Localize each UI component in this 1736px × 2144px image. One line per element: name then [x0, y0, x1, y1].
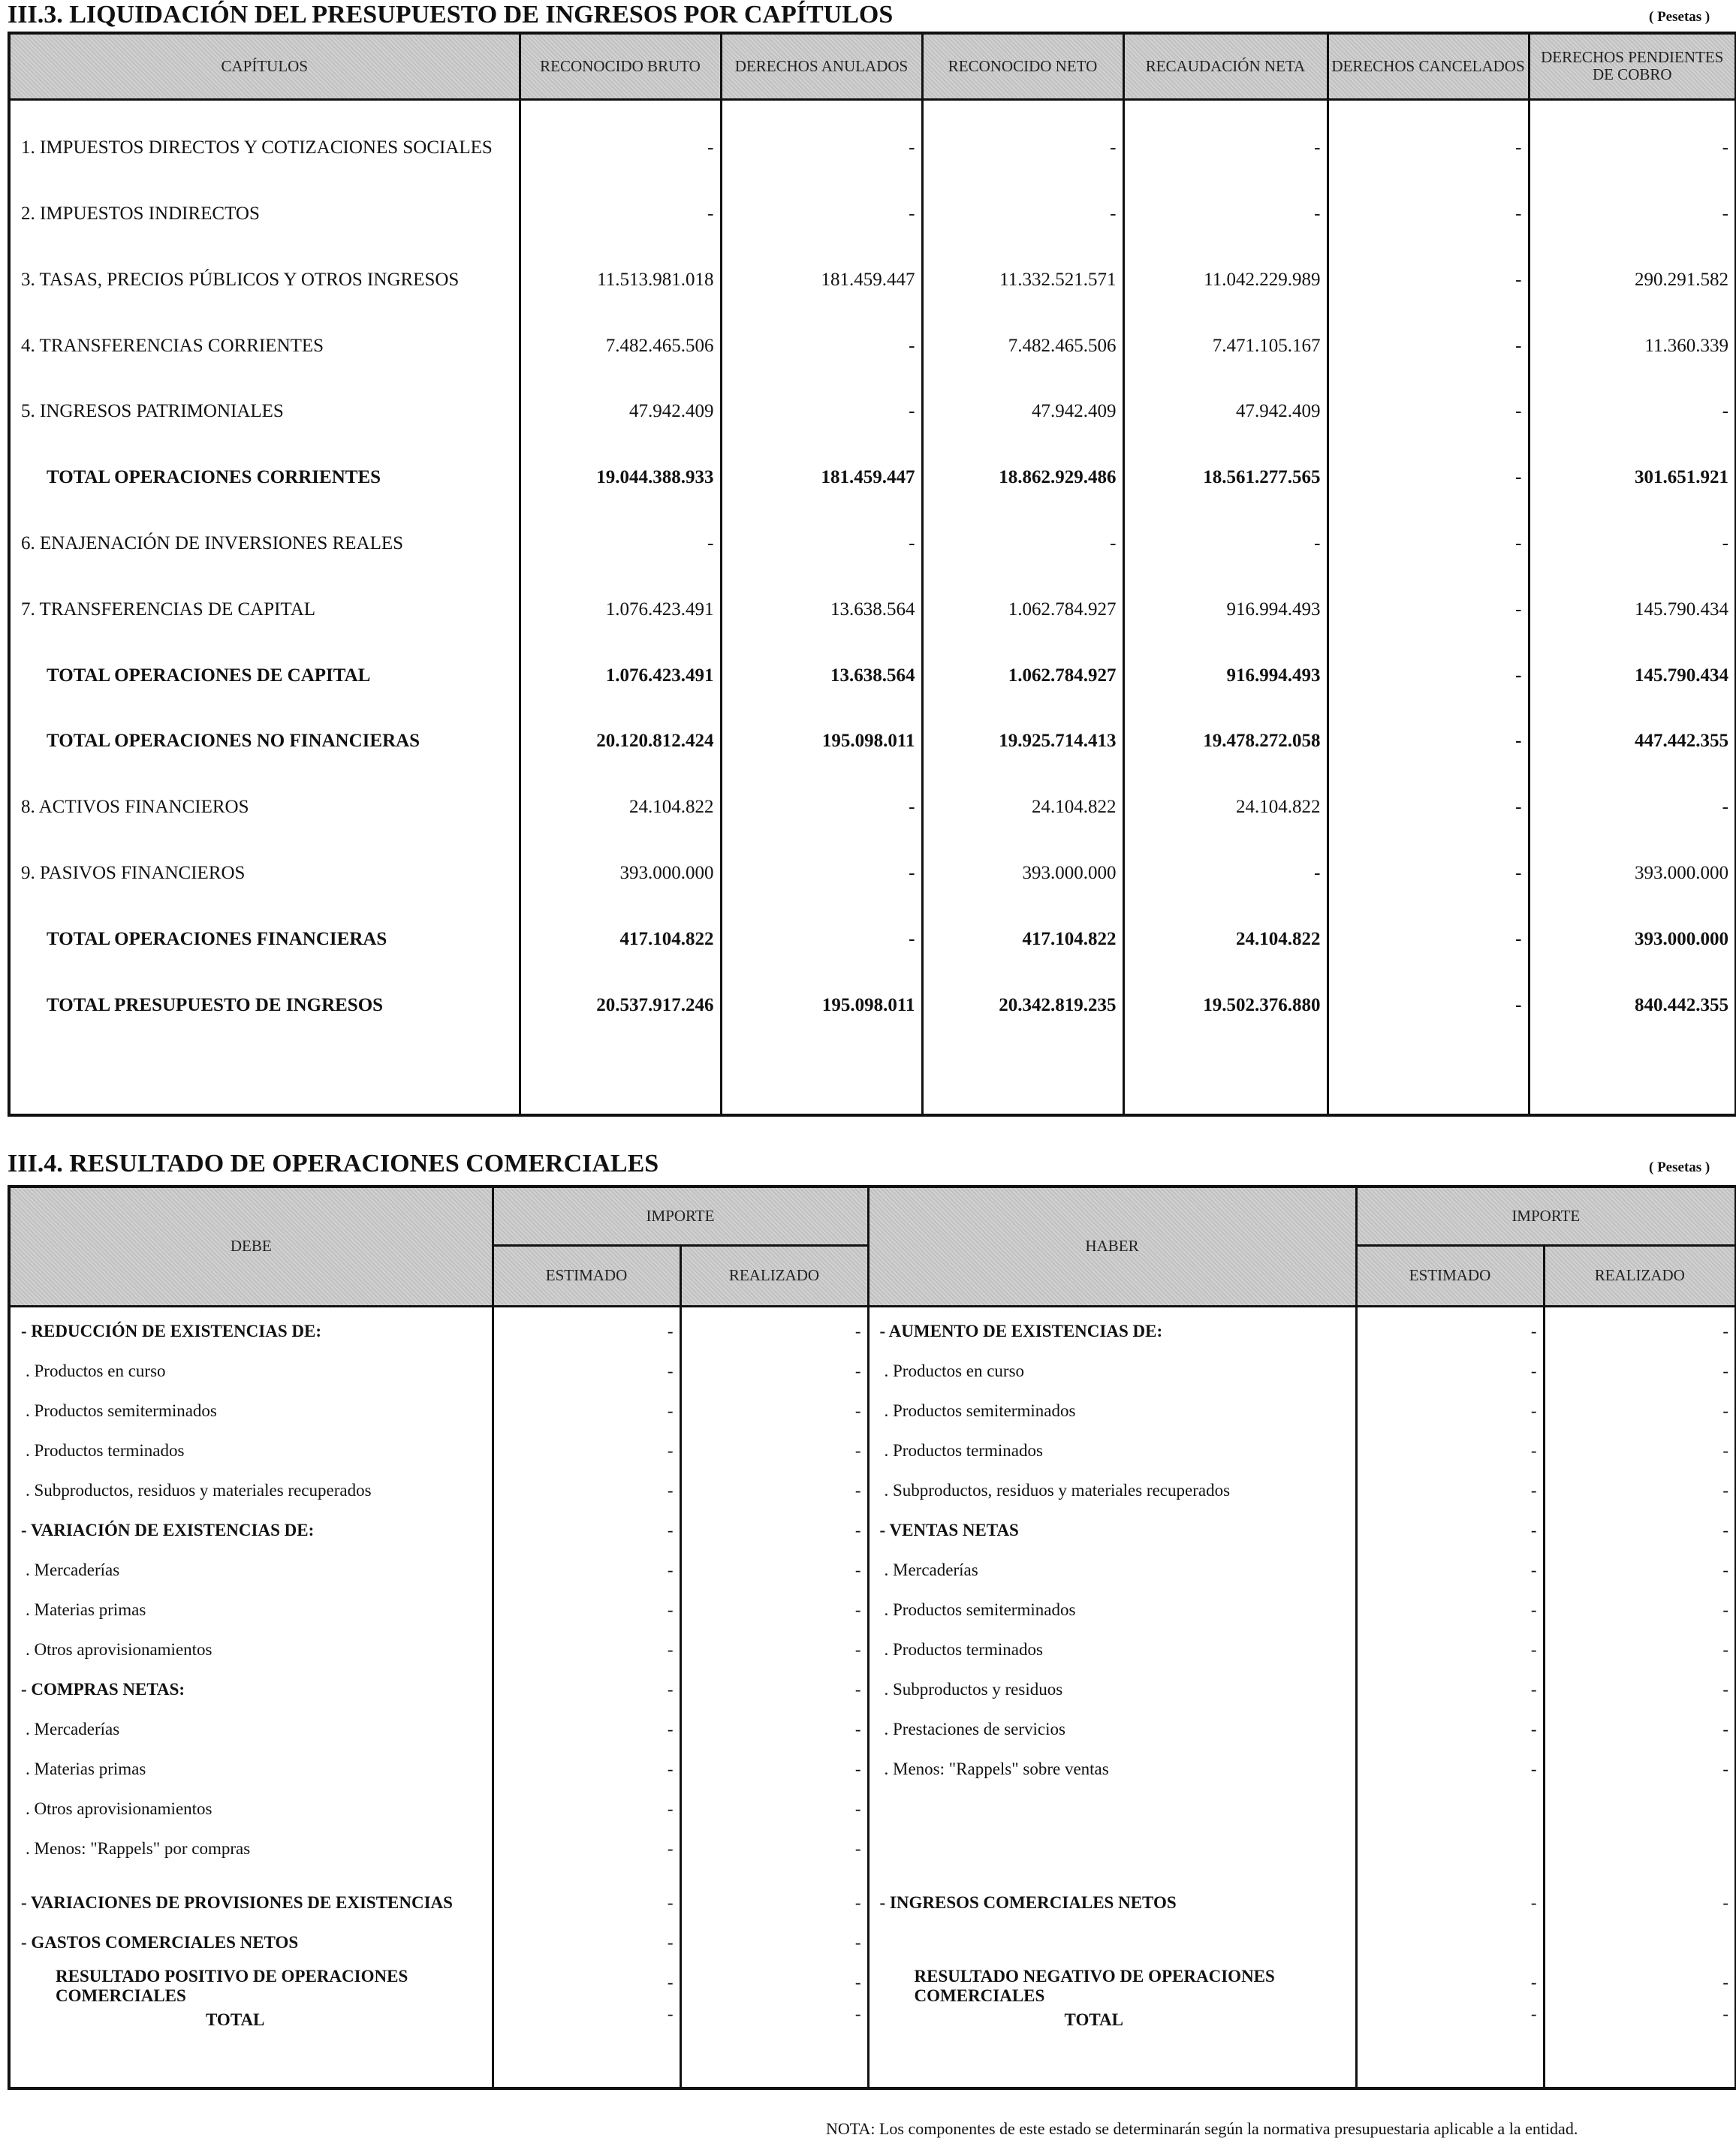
value-cell: 393.000.000 — [1529, 891, 1736, 957]
haber-label: - INGRESOS COMERCIALES NETOS — [868, 1863, 1356, 1917]
table-row — [9, 166, 1736, 232]
value-cell: - — [922, 99, 1123, 166]
header-estimado-haber: ESTIMADO — [1356, 1245, 1544, 1306]
debe-estimado: - — [493, 1465, 680, 1505]
value-cell: - — [721, 298, 922, 364]
value-cell: - — [1529, 759, 1736, 825]
row-label: TOTAL OPERACIONES CORRIENTES — [9, 430, 520, 496]
haber-estimado: - — [1356, 1863, 1544, 1917]
result-row — [9, 1957, 1736, 2043]
haber-realizado: - — [1544, 1425, 1736, 1465]
debe-estimado: - — [493, 1306, 680, 1346]
debe-estimado: - — [493, 1664, 680, 1704]
value-cell: 145.790.434 — [1529, 628, 1736, 694]
value-cell: - — [1529, 496, 1736, 562]
value-cell: 13.638.564 — [721, 562, 922, 628]
debe-realizado: - — [680, 1744, 868, 1784]
debe-total-label: TOTAL — [206, 2010, 265, 2029]
haber-label: . Menos: "Rappels" sobre ventas — [868, 1744, 1356, 1784]
value-cell: - — [922, 166, 1123, 232]
row-label: 6. ENAJENACIÓN DE INVERSIONES REALES — [9, 496, 520, 562]
row-label: 9. PASIVOS FINANCIEROS — [9, 825, 520, 891]
value-cell: 11.042.229.989 — [1123, 232, 1328, 298]
header-derechos-anulados: DERECHOS ANULADOS — [721, 33, 922, 99]
value-cell: - — [721, 825, 922, 891]
section1-unit: ( Pesetas ) — [1649, 9, 1710, 25]
haber-estimado: - — [1356, 1624, 1544, 1664]
income-budget-table — [8, 32, 1736, 1117]
value-cell: - — [1123, 166, 1328, 232]
value-cell: 417.104.822 — [520, 891, 721, 957]
haber-estimado — [1356, 1917, 1544, 1957]
haber-realizado: - — [1544, 1306, 1736, 1346]
header-importe-debe: IMPORTE — [493, 1187, 868, 1245]
value-cell: 1.076.423.491 — [520, 628, 721, 694]
value-cell: - — [721, 99, 922, 166]
table-row — [9, 1744, 1736, 1784]
table-row — [9, 1425, 1736, 1465]
debe-estimado: - — [493, 1505, 680, 1545]
haber-realizado — [1544, 1784, 1736, 1823]
debe-label: . Menos: "Rappels" por compras — [9, 1823, 493, 1863]
value-cell: 393.000.000 — [922, 825, 1123, 891]
debe-estimado: - — [493, 1624, 680, 1664]
haber-estimado-result: - — [1530, 1972, 1537, 1992]
value-cell: 20.537.917.246 — [520, 957, 721, 1024]
value-cell: 47.942.409 — [520, 364, 721, 430]
haber-label: . Prestaciones de servicios — [868, 1704, 1356, 1744]
value-cell: - — [520, 99, 721, 166]
value-cell: - — [721, 364, 922, 430]
debe-label: . Otros aprovisionamientos — [9, 1624, 493, 1664]
debe-realizado: - — [680, 1863, 868, 1917]
row-label: TOTAL PRESUPUESTO DE INGRESOS — [9, 957, 520, 1024]
table-row — [9, 1585, 1736, 1624]
haber-estimado: - — [1356, 1346, 1544, 1386]
row-label: 1. IMPUESTOS DIRECTOS Y COTIZACIONES SOCIALES — [9, 99, 520, 166]
row-label: 3. TASAS, PRECIOS PÚBLICOS Y OTROS INGRESOS — [9, 232, 520, 298]
debe-realizado — [680, 1957, 868, 2043]
haber-realizado — [1544, 1823, 1736, 1863]
value-cell: - — [721, 891, 922, 957]
header-reconocido-bruto: RECONOCIDO BRUTO — [520, 33, 721, 99]
table-row — [9, 1664, 1736, 1704]
value-cell: 24.104.822 — [1123, 759, 1328, 825]
debe-estimado: - — [493, 1784, 680, 1823]
value-cell: - — [1328, 364, 1529, 430]
table-row — [9, 1306, 1736, 1346]
haber-total-label: TOTAL — [1064, 2010, 1123, 2029]
row-label: 5. INGRESOS PATRIMONIALES — [9, 364, 520, 430]
value-cell: 1.076.423.491 — [520, 562, 721, 628]
value-cell: - — [1328, 496, 1529, 562]
debe-realizado: - — [680, 1917, 868, 1957]
value-cell: - — [721, 166, 922, 232]
debe-label: . Productos semiterminados — [9, 1386, 493, 1425]
debe-label: - COMPRAS NETAS: — [9, 1664, 493, 1704]
value-cell: 145.790.434 — [1529, 562, 1736, 628]
haber-realizado: - — [1544, 1505, 1736, 1545]
debe-label: . Materias primas — [9, 1585, 493, 1624]
haber-realizado: - — [1544, 1664, 1736, 1704]
debe-realizado: - — [680, 1585, 868, 1624]
debe-label: - REDUCCIÓN DE EXISTENCIAS DE: — [9, 1306, 493, 1346]
table-row — [9, 232, 1736, 298]
debe-label: . Productos terminados — [9, 1425, 493, 1465]
debe-label: . Otros aprovisionamientos — [9, 1784, 493, 1823]
table-row — [9, 825, 1736, 891]
debe-realizado-total: - — [854, 2004, 861, 2023]
spacer-row — [9, 1024, 1736, 1115]
haber-estimado: - — [1356, 1386, 1544, 1425]
haber-estimado: - — [1356, 1664, 1544, 1704]
table-row — [9, 1386, 1736, 1425]
value-cell: - — [1328, 891, 1529, 957]
table-row — [9, 759, 1736, 825]
haber-realizado: - — [1544, 1863, 1736, 1917]
debe-realizado: - — [680, 1306, 868, 1346]
table-row — [9, 298, 1736, 364]
haber-realizado: - — [1544, 1585, 1736, 1624]
table-row — [9, 694, 1736, 760]
value-cell: - — [1529, 364, 1736, 430]
haber-label: - AUMENTO DE EXISTENCIAS DE: — [868, 1306, 1356, 1346]
table-row — [9, 364, 1736, 430]
haber-estimado — [1356, 1957, 1544, 2043]
value-cell: 1.062.784.927 — [922, 628, 1123, 694]
debe-estimado: - — [493, 1585, 680, 1624]
haber-label: . Productos semiterminados — [868, 1585, 1356, 1624]
haber-estimado — [1356, 1823, 1544, 1863]
haber-realizado: - — [1544, 1386, 1736, 1425]
row-label: TOTAL OPERACIONES DE CAPITAL — [9, 628, 520, 694]
value-cell: 7.482.465.506 — [922, 298, 1123, 364]
value-cell: 195.098.011 — [721, 957, 922, 1024]
debe-realizado: - — [680, 1465, 868, 1505]
debe-estimado: - — [493, 1917, 680, 1957]
table-row — [9, 957, 1736, 1024]
table-row — [9, 1917, 1736, 1957]
value-cell: 916.994.493 — [1123, 562, 1328, 628]
debe-label: . Mercaderías — [9, 1545, 493, 1585]
section2-unit: ( Pesetas ) — [1649, 1159, 1710, 1175]
value-cell: 19.502.376.880 — [1123, 957, 1328, 1024]
header-importe-haber: IMPORTE — [1356, 1187, 1736, 1245]
debe-label: - VARIACIÓN DE EXISTENCIAS DE: — [9, 1505, 493, 1545]
header-realizado-haber: REALIZADO — [1544, 1245, 1736, 1306]
value-cell: 13.638.564 — [721, 628, 922, 694]
haber-estimado: - — [1356, 1585, 1544, 1624]
debe-realizado: - — [680, 1624, 868, 1664]
value-cell: 20.342.819.235 — [922, 957, 1123, 1024]
table-row — [9, 496, 1736, 562]
debe-realizado-result: - — [854, 1972, 861, 1992]
section1-title: III.3. LIQUIDACIÓN DEL PRESUPUESTO DE INGRESOS POR CAPÍTULOS — [8, 1, 894, 29]
row-label: 7. TRANSFERENCIAS DE CAPITAL — [9, 562, 520, 628]
debe-estimado: - — [493, 1744, 680, 1784]
value-cell: - — [1328, 562, 1529, 628]
haber-label: . Productos semiterminados — [868, 1386, 1356, 1425]
haber-estimado — [1356, 1784, 1544, 1823]
table-row — [9, 1863, 1736, 1917]
haber-label: . Subproductos y residuos — [868, 1664, 1356, 1704]
haber-result-label — [868, 1957, 1356, 2043]
value-cell: 19.044.388.933 — [520, 430, 721, 496]
row-label: 2. IMPUESTOS INDIRECTOS — [9, 166, 520, 232]
value-cell: - — [1328, 232, 1529, 298]
debe-realizado: - — [680, 1545, 868, 1585]
header-recaudacion-neta: RECAUDACIÓN NETA — [1123, 33, 1328, 99]
value-cell: 18.561.277.565 — [1123, 430, 1328, 496]
header-derechos-pendientes: DERECHOS PENDIENTES DE COBRO — [1529, 33, 1736, 99]
haber-realizado: - — [1544, 1545, 1736, 1585]
value-cell: 301.651.921 — [1529, 430, 1736, 496]
table-row — [9, 1465, 1736, 1505]
debe-estimado: - — [493, 1823, 680, 1863]
value-cell: 7.471.105.167 — [1123, 298, 1328, 364]
haber-label: - VENTAS NETAS — [868, 1505, 1356, 1545]
value-cell: 18.862.929.486 — [922, 430, 1123, 496]
value-cell: 290.291.582 — [1529, 232, 1736, 298]
debe-estimado-total: - — [667, 2004, 674, 2023]
value-cell: - — [721, 759, 922, 825]
value-cell: - — [1328, 430, 1529, 496]
haber-realizado — [1544, 1917, 1736, 1957]
table-row — [9, 891, 1736, 957]
value-cell: 19.478.272.058 — [1123, 694, 1328, 760]
debe-result-text: RESULTADO POSITIVO DE OPERACIONES COMERCIALES — [56, 1966, 408, 2005]
value-cell: - — [721, 496, 922, 562]
haber-realizado-result: - — [1722, 1972, 1729, 1992]
debe-result-label — [9, 1957, 493, 2043]
table-row — [9, 1823, 1736, 1863]
value-cell: - — [1328, 957, 1529, 1024]
footnote: NOTA: Los componentes de este estado se determinarán según la normativa presupuestaria aplicable a la entidad. — [826, 2119, 1578, 2138]
debe-label: . Materias primas — [9, 1744, 493, 1784]
haber-label: . Subproductos, residuos y materiales recuperados — [868, 1465, 1356, 1505]
table-row — [9, 1505, 1736, 1545]
debe-estimado — [493, 1957, 680, 2043]
haber-label — [868, 1784, 1356, 1823]
value-cell: 447.442.355 — [1529, 694, 1736, 760]
value-cell: - — [1123, 496, 1328, 562]
value-cell: - — [1123, 99, 1328, 166]
value-cell: - — [1328, 759, 1529, 825]
value-cell: - — [1328, 166, 1529, 232]
debe-estimado: - — [493, 1704, 680, 1744]
haber-estimado: - — [1356, 1465, 1544, 1505]
debe-estimado: - — [493, 1425, 680, 1465]
table-row — [9, 1346, 1736, 1386]
debe-estimado: - — [493, 1863, 680, 1917]
value-cell: - — [922, 496, 1123, 562]
haber-realizado — [1544, 1957, 1736, 2043]
header-reconocido-neto: RECONOCIDO NETO — [922, 33, 1123, 99]
row-label: 8. ACTIVOS FINANCIEROS — [9, 759, 520, 825]
debe-estimado: - — [493, 1545, 680, 1585]
haber-estimado: - — [1356, 1505, 1544, 1545]
table-row — [9, 99, 1736, 166]
spacer-row — [9, 2043, 1736, 2088]
header-haber: HABER — [868, 1187, 1356, 1306]
commercial-operations-table — [8, 1185, 1736, 2090]
haber-label: . Productos terminados — [868, 1624, 1356, 1664]
debe-realizado: - — [680, 1704, 868, 1744]
debe-realizado: - — [680, 1784, 868, 1823]
debe-label: - VARIACIONES DE PROVISIONES DE EXISTENCIAS — [9, 1863, 493, 1917]
value-cell: - — [1328, 99, 1529, 166]
header-debe: DEBE — [9, 1187, 493, 1306]
debe-realizado: - — [680, 1425, 868, 1465]
haber-realizado-total: - — [1722, 2004, 1729, 2023]
haber-realizado: - — [1544, 1624, 1736, 1664]
value-cell: 1.062.784.927 — [922, 562, 1123, 628]
value-cell: - — [520, 496, 721, 562]
value-cell: 11.332.521.571 — [922, 232, 1123, 298]
haber-realizado: - — [1544, 1465, 1736, 1505]
value-cell: 20.120.812.424 — [520, 694, 721, 760]
value-cell: 393.000.000 — [520, 825, 721, 891]
haber-label: . Productos en curso — [868, 1346, 1356, 1386]
debe-realizado: - — [680, 1346, 868, 1386]
header-realizado-debe: REALIZADO — [680, 1245, 868, 1306]
table-row — [9, 430, 1736, 496]
haber-realizado: - — [1544, 1704, 1736, 1744]
debe-label: - GASTOS COMERCIALES NETOS — [9, 1917, 493, 1957]
debe-estimado: - — [493, 1346, 680, 1386]
debe-realizado: - — [680, 1823, 868, 1863]
haber-estimado: - — [1356, 1744, 1544, 1784]
haber-estimado: - — [1356, 1306, 1544, 1346]
debe-estimado: - — [493, 1386, 680, 1425]
value-cell: - — [1328, 628, 1529, 694]
haber-estimado: - — [1356, 1704, 1544, 1744]
haber-label: . Mercaderías — [868, 1545, 1356, 1585]
haber-result-text: RESULTADO NEGATIVO DE OPERACIONES COMERCIALES — [914, 1966, 1275, 2005]
debe-realizado: - — [680, 1386, 868, 1425]
haber-estimado: - — [1356, 1425, 1544, 1465]
value-cell: - — [520, 166, 721, 232]
haber-realizado: - — [1544, 1346, 1736, 1386]
value-cell: 181.459.447 — [721, 232, 922, 298]
header-derechos-cancelados: DERECHOS CANCELADOS — [1328, 33, 1529, 99]
value-cell: 47.942.409 — [922, 364, 1123, 430]
value-cell: 24.104.822 — [520, 759, 721, 825]
table-row — [9, 628, 1736, 694]
haber-estimado: - — [1356, 1545, 1544, 1585]
debe-realizado: - — [680, 1664, 868, 1704]
table-row — [9, 1545, 1736, 1585]
value-cell: 24.104.822 — [922, 759, 1123, 825]
value-cell: - — [1328, 694, 1529, 760]
table-row — [9, 1624, 1736, 1664]
value-cell: 195.098.011 — [721, 694, 922, 760]
section2-title: III.4. RESULTADO DE OPERACIONES COMERCIALES — [8, 1150, 659, 1178]
value-cell: 916.994.493 — [1123, 628, 1328, 694]
debe-estimado-result: - — [667, 1972, 674, 1992]
value-cell: 24.104.822 — [1123, 891, 1328, 957]
table-row — [9, 1704, 1736, 1744]
value-cell: 11.360.339 — [1529, 298, 1736, 364]
value-cell: 19.925.714.413 — [922, 694, 1123, 760]
header-capitulos: CAPÍTULOS — [9, 33, 520, 99]
debe-realizado: - — [680, 1505, 868, 1545]
table-row — [9, 562, 1736, 628]
debe-label: . Mercaderías — [9, 1704, 493, 1744]
table-row — [9, 1784, 1736, 1823]
haber-estimado-total: - — [1530, 2004, 1537, 2023]
haber-label — [868, 1917, 1356, 1957]
value-cell: - — [1123, 825, 1328, 891]
value-cell: 47.942.409 — [1123, 364, 1328, 430]
value-cell: - — [1328, 298, 1529, 364]
debe-label: . Subproductos, residuos y materiales recuperados — [9, 1465, 493, 1505]
header-estimado-debe: ESTIMADO — [493, 1245, 680, 1306]
value-cell: 11.513.981.018 — [520, 232, 721, 298]
haber-label: . Productos terminados — [868, 1425, 1356, 1465]
value-cell: 7.482.465.506 — [520, 298, 721, 364]
row-label: 4. TRANSFERENCIAS CORRIENTES — [9, 298, 520, 364]
value-cell: 417.104.822 — [922, 891, 1123, 957]
value-cell: 181.459.447 — [721, 430, 922, 496]
value-cell: - — [1328, 825, 1529, 891]
row-label: TOTAL OPERACIONES NO FINANCIERAS — [9, 694, 520, 760]
haber-label — [868, 1823, 1356, 1863]
row-label: TOTAL OPERACIONES FINANCIERAS — [9, 891, 520, 957]
value-cell: - — [1529, 99, 1736, 166]
haber-realizado: - — [1544, 1744, 1736, 1784]
value-cell: - — [1529, 166, 1736, 232]
debe-label: . Productos en curso — [9, 1346, 493, 1386]
value-cell: 840.442.355 — [1529, 957, 1736, 1024]
value-cell: 393.000.000 — [1529, 825, 1736, 891]
